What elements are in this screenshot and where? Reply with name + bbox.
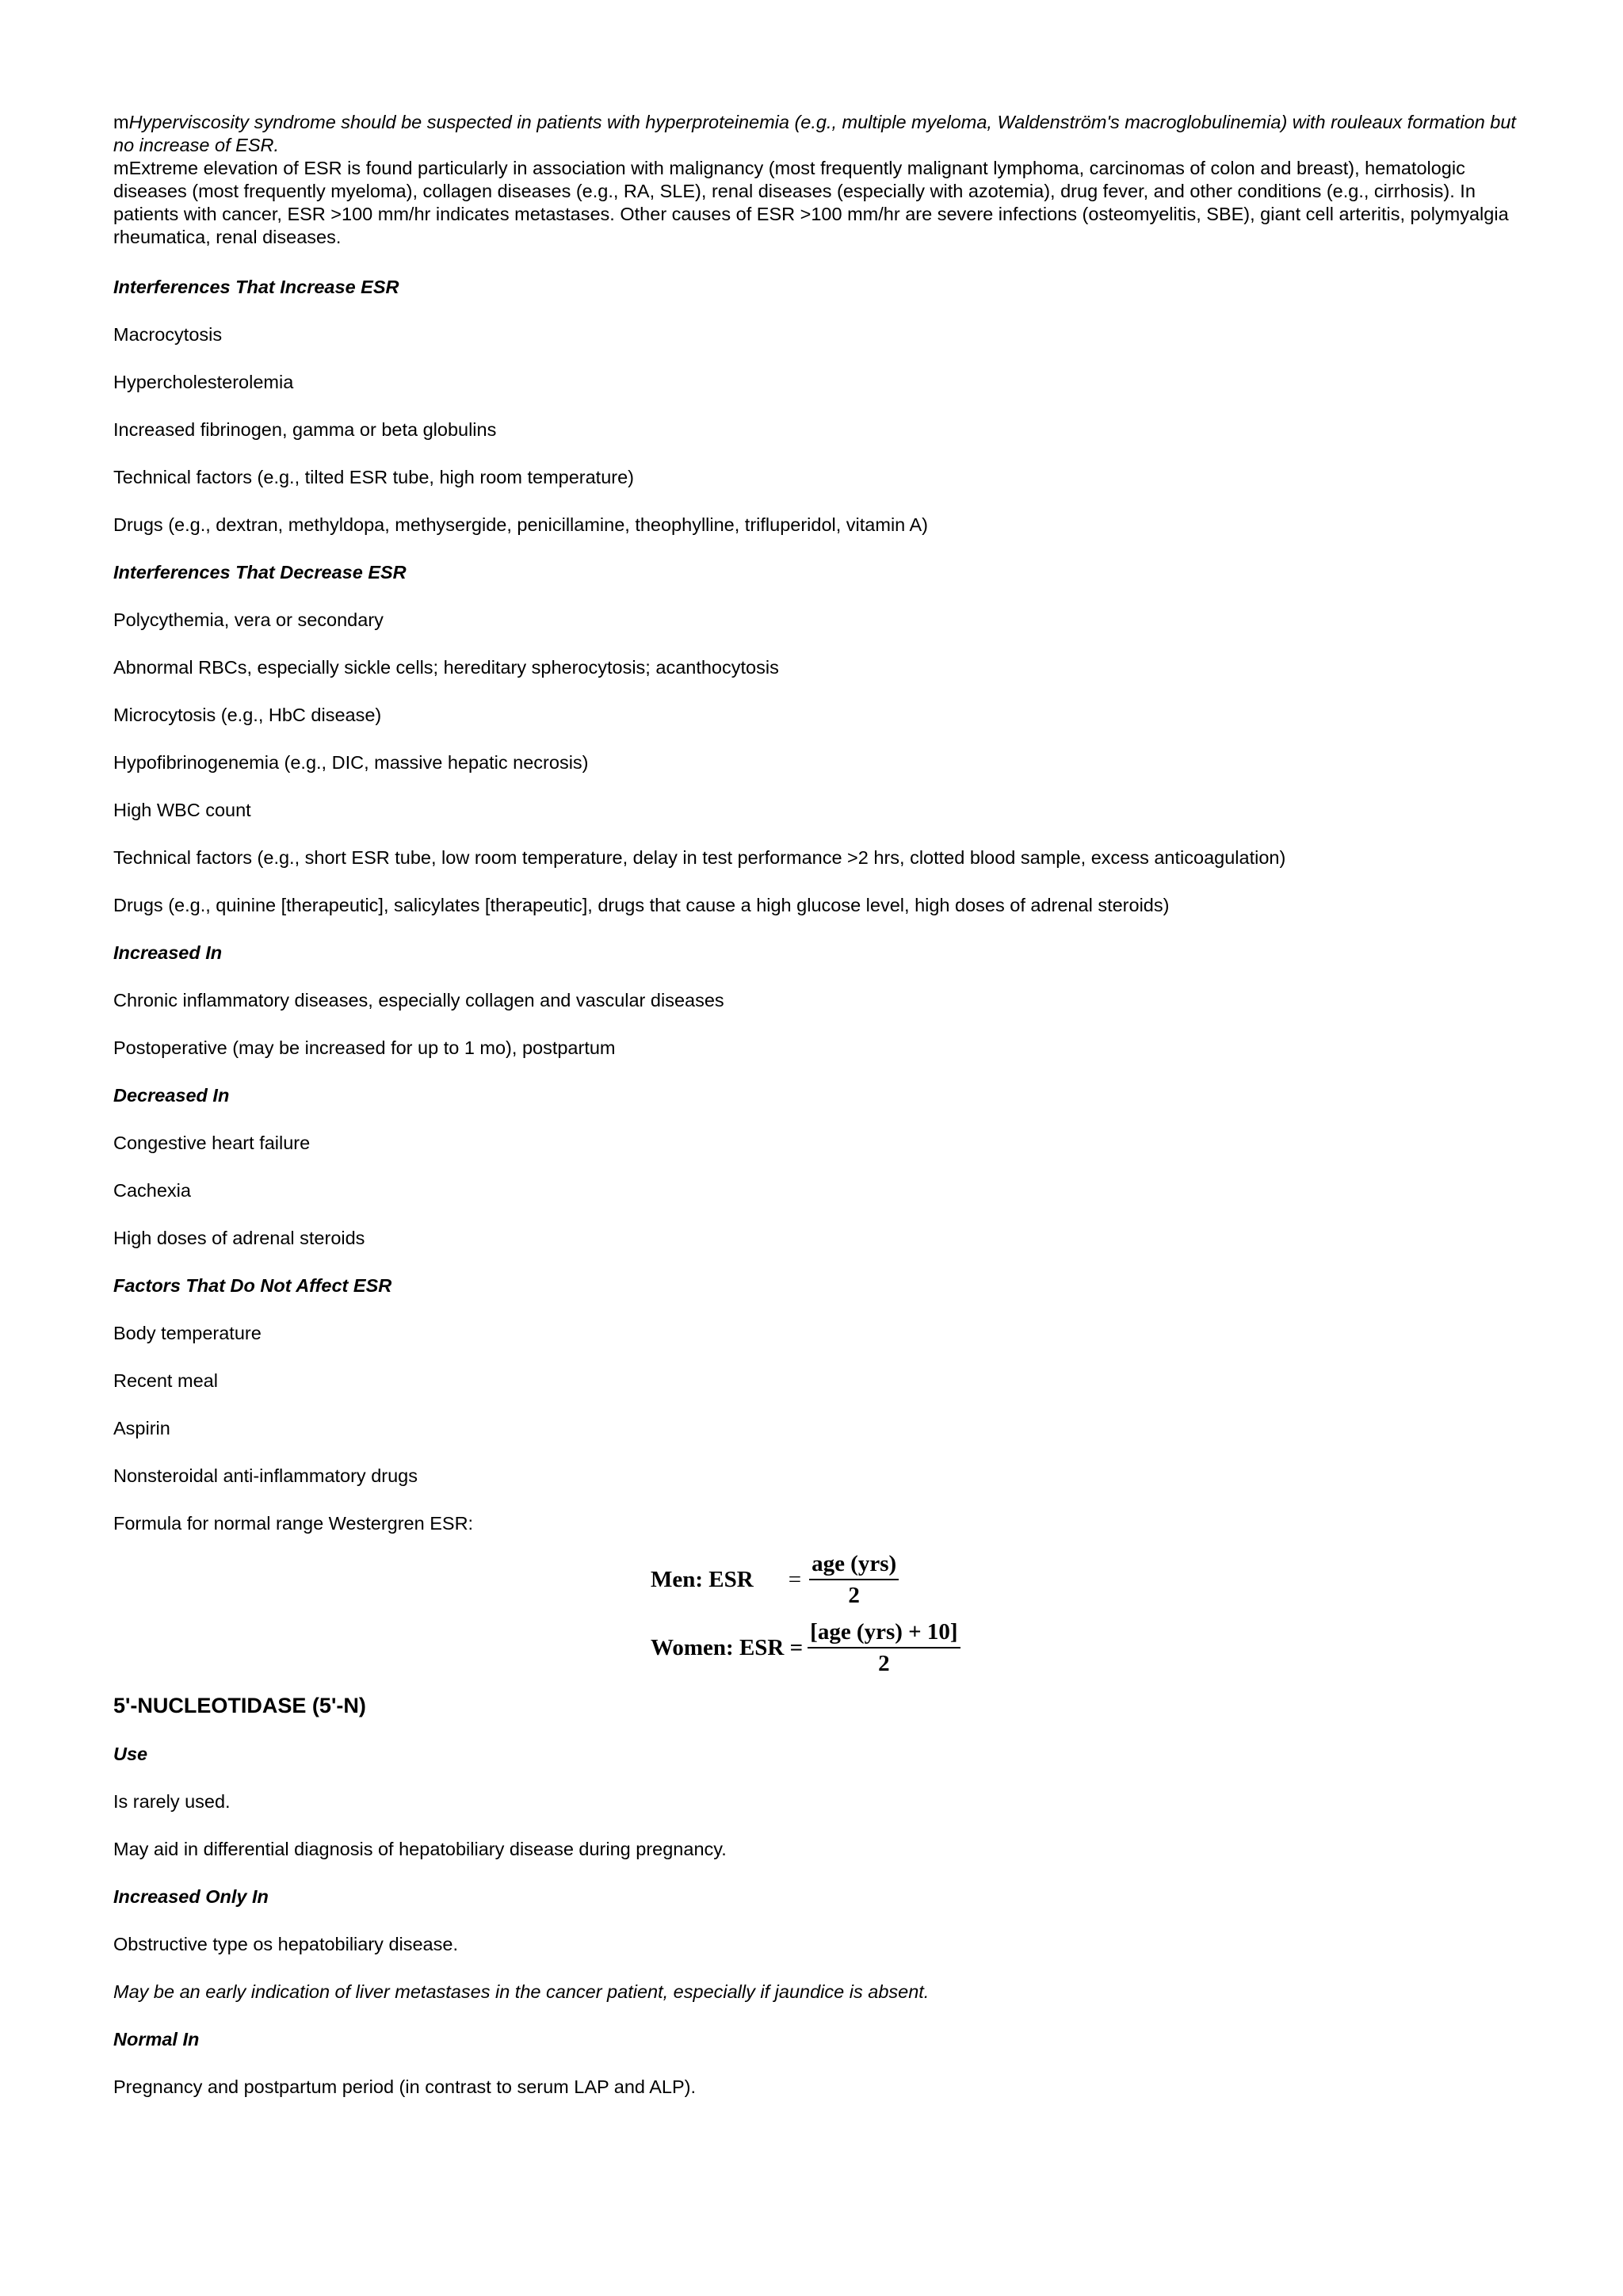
formula-men-row [651, 1550, 899, 1609]
heading-increased-in: Increased In [113, 942, 223, 963]
list-item: Technical factors (e.g., tilted ESR tube, high room temperature) [113, 467, 635, 487]
section-title-5-nucleotidase: 5'-NUCLEOTIDASE (5'-N) [113, 1694, 366, 1717]
formula-men-numerator: age (yrs) [809, 1550, 899, 1580]
heading-factors-no-effect: Factors That Do Not Affect ESR [113, 1275, 392, 1296]
heading-interferences-increase: Interferences That Increase ESR [113, 277, 399, 297]
list-item: Abnormal RBCs, especially sickle cells; hereditary spherocytosis; acanthocytosis [113, 657, 779, 678]
list-item: High WBC count [113, 800, 251, 820]
footnote-extreme-elevation [113, 157, 1524, 249]
list-item: Technical factors (e.g., short ESR tube, low room temperature, delay in test performance >2 hrs, clotted blood sample, excess anticoagulation) [113, 847, 1286, 868]
list-item: Hypofibrinogenemia (e.g., DIC, massive hepatic necrosis) [113, 752, 589, 773]
formula-men-fraction [809, 1550, 899, 1609]
document-page [113, 111, 1524, 2123]
list-item: Congestive heart failure [113, 1133, 311, 1153]
increased-only-text: Obstructive type os hepatobiliary disease. [113, 1934, 458, 1954]
heading-use: Use [113, 1744, 148, 1764]
formula-women-label: Women: ESR = [651, 1634, 804, 1660]
list-item: Drugs (e.g., dextran, methyldopa, methysergide, penicillamine, theophylline, trifluperidol, vitamin A) [113, 514, 928, 535]
footnote-marker: m [113, 158, 129, 178]
formula-women-numerator: [age (yrs) + 10] [808, 1618, 960, 1648]
formula-men-denominator: 2 [848, 1583, 860, 1608]
footnote-text: Hyperviscosity syndrome should be suspected in patients with hyperproteinemia (e.g., multiple myeloma, Waldenström's macroglobulinemia) with rouleaux formation but no increase of ESR. [113, 112, 1516, 155]
list-item: Aspirin [113, 1418, 170, 1438]
formula-women-denominator: 2 [878, 1651, 890, 1676]
list-item: Macrocytosis [113, 324, 223, 345]
footnote-text: Extreme elevation of ESR is found particularly in association with malignancy (most frequently malignant lymphoma, carcinomas of colon and breast), hematologic diseases (most frequently myeloma), collagen diseases (e.g., RA, SLE), renal diseases (especially with azotemia), drug fever, and other conditions (e.g., cirrhosis). In patients with cancer, ESR >100 mm/hr indicates metastases. Other causes of ESR >100 mm/hr are severe infections (osteomyelitis, SBE), giant cell arteritis, polymyalgia rheumatica, renal diseases. [113, 158, 1509, 247]
list-item: Hypercholesterolemia [113, 372, 294, 392]
footnote-hyperviscosity [113, 111, 1524, 157]
normal-in-text: Pregnancy and postpartum period (in contrast to serum LAP and ALP). [113, 2076, 697, 2097]
heading-increased-only-in: Increased Only In [113, 1886, 269, 1907]
westergren-formula [113, 1550, 1524, 1693]
list-item: May aid in differential diagnosis of hepatobiliary disease during pregnancy. [113, 1839, 727, 1859]
heading-decreased-in: Decreased In [113, 1085, 230, 1106]
footnote-marker: m [113, 112, 129, 132]
list-item: Drugs (e.g., quinine [therapeutic], salicylates [therapeutic], drugs that cause a high glucose level, high doses of adrenal steroids) [113, 895, 1170, 915]
list-item: Nonsteroidal anti-inflammatory drugs [113, 1465, 418, 1486]
formula-women-row [651, 1618, 960, 1677]
heading-normal-in: Normal In [113, 2029, 200, 2050]
list-item: Microcytosis (e.g., HbC disease) [113, 705, 382, 725]
increased-only-note: May be an early indication of liver metastases in the cancer patient, especially if jaundice is absent. [113, 1981, 930, 2002]
formula-men-equals: = [788, 1566, 802, 1592]
list-item: Is rarely used. [113, 1791, 231, 1812]
list-item: Chronic inflammatory diseases, especially collagen and vascular diseases [113, 990, 724, 1010]
formula-intro: Formula for normal range Westergren ESR: [113, 1513, 474, 1534]
heading-interferences-decrease: Interferences That Decrease ESR [113, 562, 407, 583]
list-item: High doses of adrenal steroids [113, 1228, 365, 1248]
list-item: Recent meal [113, 1370, 218, 1391]
list-item: Increased fibrinogen, gamma or beta globulins [113, 419, 497, 440]
formula-women-fraction [808, 1618, 960, 1677]
list-item: Polycythemia, vera or secondary [113, 609, 384, 630]
list-item: Cachexia [113, 1180, 191, 1201]
list-item: Postoperative (may be increased for up to 1 mo), postpartum [113, 1037, 616, 1058]
list-item: Body temperature [113, 1323, 262, 1343]
formula-men-label: Men: ESR [651, 1566, 754, 1592]
